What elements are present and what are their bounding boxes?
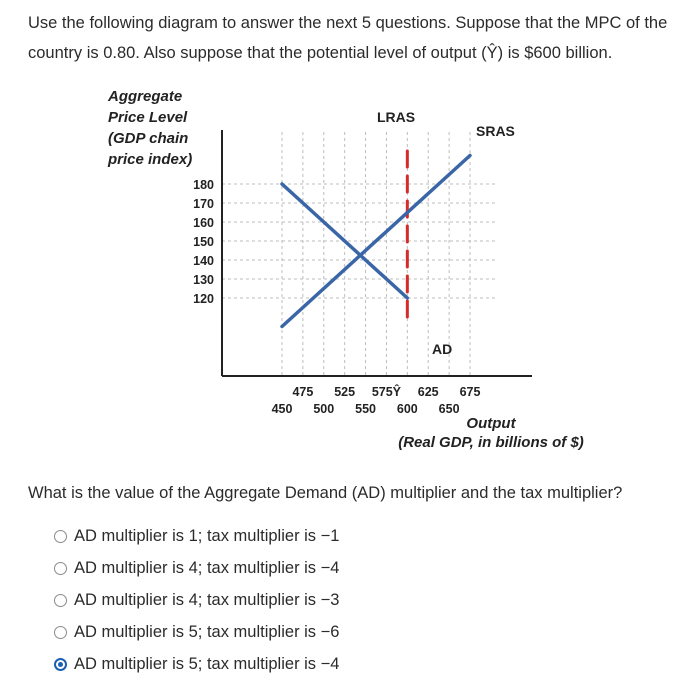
y-axis-label-line: price index) bbox=[108, 151, 193, 168]
x-tick-label: 650 bbox=[438, 402, 460, 416]
x-tick-label: 475 bbox=[292, 385, 314, 399]
ad-as-diagram bbox=[0, 80, 700, 470]
answer-label: AD multiplier is 1; tax multiplier is −1 bbox=[74, 526, 340, 545]
y-tick-label: 140 bbox=[193, 254, 214, 268]
answer-label: AD multiplier is 5; tax multiplier is −6 bbox=[74, 622, 340, 641]
radio-button[interactable] bbox=[54, 594, 67, 607]
series-label-lras: LRAS bbox=[376, 109, 416, 125]
answer-option-4[interactable] bbox=[54, 616, 339, 648]
answer-option-3[interactable] bbox=[54, 584, 339, 616]
intro-line-2: country is 0.80. Also suppose that the potential level of output (Ŷ) is $600 billion. bbox=[28, 44, 613, 62]
y-tick-label: 120 bbox=[193, 292, 214, 306]
x-axis-label-line: Output bbox=[466, 415, 516, 432]
y-tick-label: 160 bbox=[193, 216, 214, 230]
answer-label: AD multiplier is 4; tax multiplier is −3 bbox=[74, 590, 340, 609]
series-label-ad: AD bbox=[432, 341, 453, 357]
x-tick-label: 500 bbox=[313, 402, 335, 416]
radio-button[interactable] bbox=[54, 658, 67, 671]
series-line-sras bbox=[282, 156, 470, 327]
y-tick-label: 130 bbox=[193, 273, 214, 287]
radio-button[interactable] bbox=[54, 562, 67, 575]
answer-option-5[interactable] bbox=[54, 648, 339, 680]
answer-label: AD multiplier is 5; tax multiplier is −4 bbox=[74, 654, 340, 673]
answer-option-2[interactable] bbox=[54, 552, 339, 584]
x-tick-label: 625 bbox=[417, 385, 439, 399]
x-tick-label: 600 bbox=[396, 402, 418, 416]
radio-button[interactable] bbox=[54, 626, 67, 639]
chart-svg bbox=[0, 80, 700, 470]
y-axis-label-line: Price Level bbox=[108, 109, 188, 126]
question-text: What is the value of the Aggregate Demand (AD) multiplier and the tax multiplier? bbox=[28, 484, 623, 502]
x-tick-label: 675 bbox=[459, 385, 481, 399]
series-label-sras: SRAS bbox=[476, 123, 515, 139]
y-axis-label-line: (GDP chain bbox=[108, 130, 189, 147]
y-axis-label-line: Aggregate bbox=[108, 88, 183, 105]
answer-label: AD multiplier is 4; tax multiplier is −4 bbox=[74, 558, 340, 577]
intro-line-1: Use the following diagram to answer the next 5 questions. Suppose that the MPC of the bbox=[28, 14, 668, 32]
x-tick-label: 575Ŷ bbox=[371, 385, 402, 399]
radio-button[interactable] bbox=[54, 530, 67, 543]
x-axis-label-line: (Real GDP, in billions of $) bbox=[398, 434, 584, 451]
x-tick-label: 450 bbox=[271, 402, 293, 416]
x-tick-label: 525 bbox=[334, 385, 356, 399]
answer-option-1[interactable] bbox=[54, 520, 339, 552]
answer-options bbox=[54, 520, 339, 680]
y-tick-label: 180 bbox=[193, 178, 214, 192]
question-intro bbox=[28, 8, 678, 68]
y-tick-label: 150 bbox=[193, 235, 214, 249]
y-tick-label: 170 bbox=[193, 197, 214, 211]
x-tick-label: 550 bbox=[355, 402, 376, 416]
